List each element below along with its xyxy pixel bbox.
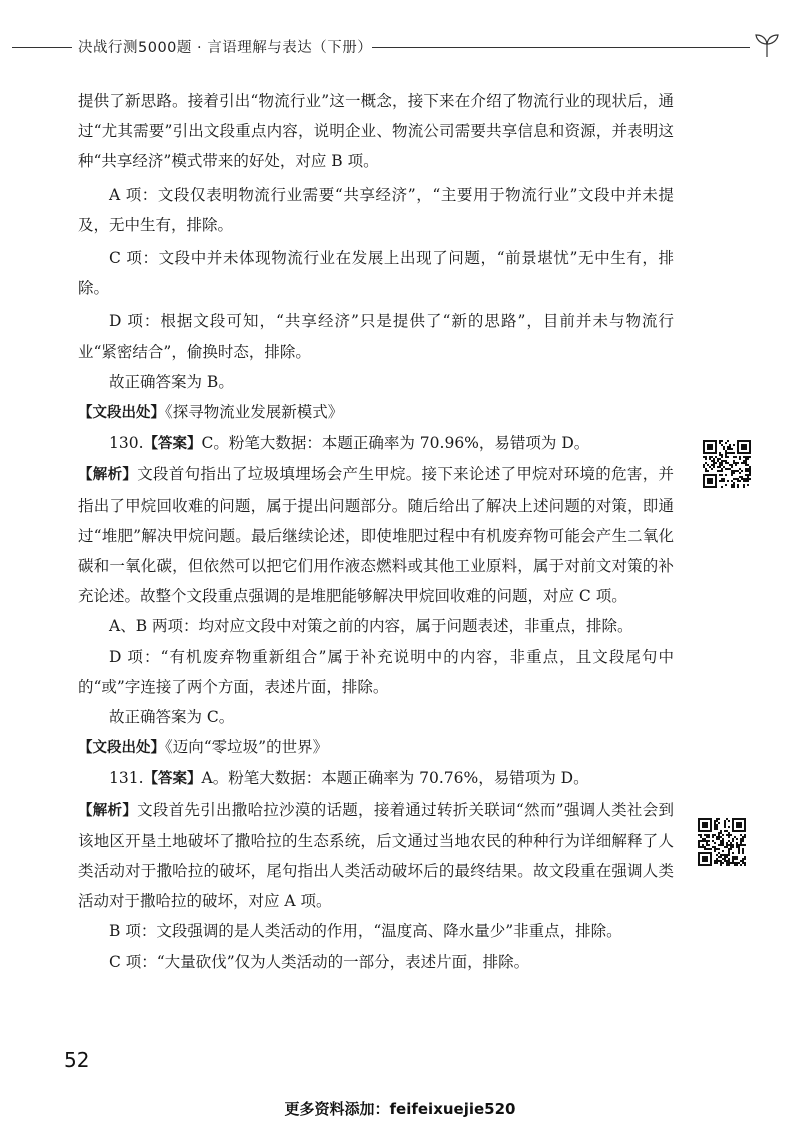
source-label: 【文段出处】	[78, 740, 165, 757]
answer-text: C。粉笔大数据：本题正确率为 70.96%，易错项为 D。	[201, 434, 590, 453]
source-title: 《迈向“零垃圾”的世界》	[165, 738, 329, 757]
footer-contact: feifeixuejie520	[389, 1100, 516, 1118]
source-line	[78, 732, 674, 763]
question-number: 130.	[109, 434, 144, 453]
analysis-text: 文段首先引出撒哈拉沙漠的话题，接着通过转折关联词“然而”强调人类社会到该地区开垦土地破坏了撒哈拉的生态系统，后文通过当地农民的种种行为详细解释了人类活动对于撒哈拉的破坏，尾句指出人类活动破坏后的最终结果。故文段重在强调人类活动对于撒哈拉的破坏，对应 A 项。	[78, 800, 674, 911]
running-header	[12, 34, 788, 60]
answer-label: 【答案】	[143, 436, 202, 453]
source-line	[78, 397, 674, 428]
page-number: 52	[64, 1048, 90, 1072]
paragraph: C 项：文段中并未体现物流行业在发展上出现了问题，“前景堪忧”无中生有，排除。	[78, 249, 674, 298]
sprout-leaf-icon	[752, 32, 782, 58]
answer-line	[78, 763, 674, 794]
main-text	[78, 86, 674, 977]
answer-label: 【答案】	[143, 771, 202, 788]
qr-code-graphic	[698, 818, 746, 866]
analysis-text: 文段首句指出了垃圾填埋场会产生甲烷。接下来论述了甲烷对环境的危害，并指出了甲烷回收难的问题，属于提出问题部分。随后给出了解决上述问题的对策，即通过“堆肥”解决甲烷问题。最后继续论述，即使堆肥过程中有机废弃物可能会产生二氧化碳和一氧化碳，但依然可以把它们用作液态燃料或其他工业原料，属于对前文对策的补充论述。故整个文段重点强调的是堆肥能够解决甲烷回收难的问题，对应 C 项。	[78, 465, 674, 606]
paragraph: A、B 两项：均对应文段中对策之前的内容，属于问题表述，非重点，排除。	[109, 617, 633, 636]
answer-text: A。粉笔大数据：本题正确率为 70.76%，易错项为 D。	[201, 769, 589, 788]
paragraph: 故正确答案为 B。	[109, 372, 234, 391]
qr-code-icon[interactable]	[703, 440, 751, 488]
analysis-label: 【解析】	[78, 802, 138, 819]
paragraph: 故正确答案为 C。	[109, 708, 235, 727]
source-label: 【文段出处】	[78, 405, 165, 422]
paragraph: D 项：“有机废弃物重新组合”属于补充说明中的内容，非重点，且文段尾句中的“或”字连接了两个方面，表述片面，排除。	[78, 647, 674, 696]
header-rule-right	[372, 47, 750, 48]
book-title: 决战行测5000题 · 言语理解与表达（下册）	[78, 40, 373, 56]
paragraph: 提供了新思路。接着引出“物流行业”这一概念，接下来在介绍了物流行业的现状后，通过“尤其需要”引出文段重点内容，说明企业、物流公司需要共享信息和资源，并表明这种“共享经济”模式带来的好处，对应 B 项。	[78, 92, 674, 171]
paragraph: D 项：根据文段可知，“共享经济”只是提供了“新的思路”，目前并未与物流行业“紧密结合”，偷换时态，排除。	[78, 312, 674, 361]
paragraph: B 项：文段强调的是人类活动的作用，“温度高、降水量少”非重点，排除。	[109, 922, 622, 941]
answer-line	[78, 428, 674, 459]
analysis-label: 【解析】	[78, 467, 138, 484]
source-title: 《探寻物流业发展新模式》	[165, 403, 344, 422]
paragraph: C 项：“大量砍伐”仅为人类活动的一部分，表述片面，排除。	[109, 952, 530, 971]
qr-code-icon[interactable]	[698, 818, 746, 866]
qr-code-graphic	[703, 440, 751, 488]
analysis-paragraph	[78, 459, 674, 611]
header-rule-left	[12, 47, 72, 48]
analysis-paragraph	[78, 795, 674, 917]
footer-note	[0, 1098, 800, 1119]
question-number: 131.	[109, 769, 144, 788]
footer-prefix: 更多资料添加：	[284, 1100, 390, 1118]
paragraph: A 项：文段仅表明物流行业需要“共享经济”，“主要用于物流行业”文段中并未提及，无中生有，排除。	[78, 185, 674, 234]
